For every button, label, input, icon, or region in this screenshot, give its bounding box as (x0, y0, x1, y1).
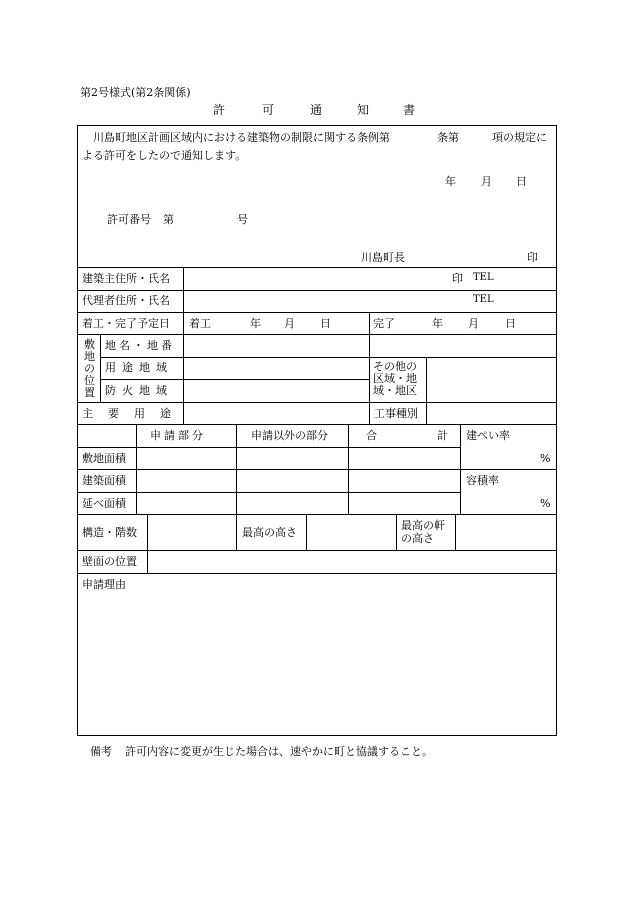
max-height-label: 最高の高さ (242, 526, 297, 539)
col-total-a: 合 (366, 429, 377, 442)
issuer-seal: 印 (527, 251, 538, 264)
finish-day: 日 (505, 317, 516, 330)
site-group-char-1: 敷 (84, 338, 95, 351)
start-day: 日 (320, 317, 331, 330)
title-char-4: 知 (357, 103, 370, 117)
permit-number-gou: 号 (237, 213, 248, 226)
eave-height-label-2: の高さ (401, 532, 434, 545)
site-group-char-3: の (84, 362, 95, 375)
title-char-5: 書 (403, 103, 416, 117)
notice-line-2: よる許可をしたので通知します。 (82, 149, 247, 162)
far-percent: % (540, 497, 551, 510)
notice-date-month: 月 (481, 175, 492, 188)
start-year: 年 (250, 317, 261, 330)
site-group-char-5: 置 (84, 386, 95, 399)
finish-label: 完了 (373, 317, 395, 330)
title-char-1: 許 (213, 103, 226, 117)
finish-year: 年 (432, 317, 443, 330)
finish-month: 月 (468, 317, 479, 330)
start-label: 着工 (189, 317, 211, 330)
floor-area-label: 延べ面積 (82, 497, 126, 510)
permit-number-label: 許可番号 (107, 213, 151, 226)
building-area-label: 建築面積 (82, 474, 126, 487)
notice-kou: 項の規定に (492, 131, 547, 144)
owner-label: 建築主住所・氏名 (82, 272, 170, 285)
far-label: 容積率 (466, 474, 499, 487)
site-group-char-4: 位 (84, 374, 95, 387)
permit-number-dai: 第 (163, 213, 174, 226)
form-number: 第2号様式(第2条関係) (80, 86, 191, 99)
eave-height-label-1: 最高の軒 (401, 519, 445, 532)
col-total-b: 計 (437, 429, 448, 442)
title-char-3: 通 (310, 103, 323, 117)
fire-zone-label: 防火地域 (105, 384, 173, 397)
remark-label: 備考 (90, 745, 112, 758)
coverage-label: 建ぺい率 (466, 429, 510, 442)
site-group-char-2: 地 (84, 350, 95, 363)
notice-line-1: 川島町地区計画区域内における建築物の制限に関する条例第 (93, 131, 390, 144)
agent-label: 代理者住所・氏名 (82, 294, 170, 307)
other-zone-label-1: その他の (373, 360, 417, 373)
notice-jou: 条第 (437, 131, 459, 144)
col-other: 申請以外の部分 (251, 429, 328, 442)
structure-label: 構造・階数 (82, 526, 137, 539)
wall-position-label: 壁面の位置 (82, 555, 137, 568)
use-zone-label: 用途地域 (105, 361, 173, 374)
reason-label: 申請理由 (82, 578, 126, 591)
start-month: 月 (284, 317, 295, 330)
coverage-percent: % (540, 452, 551, 465)
title-char-2: 可 (262, 103, 275, 117)
work-type-label: 工事種別 (374, 407, 418, 420)
other-zone-label-2: 区域・地 (373, 372, 417, 385)
main-use-label: 主要用途 (82, 407, 186, 420)
notice-date-year: 年 (445, 175, 456, 188)
other-zone-label-3: 域・地区 (373, 384, 417, 397)
lot-label: 地名・地番 (105, 339, 175, 352)
owner-seal: 印 (452, 272, 463, 285)
notice-date-day: 日 (516, 175, 527, 188)
owner-tel: TEL (473, 272, 494, 283)
schedule-label: 着工・完了予定日 (82, 317, 170, 330)
remark-text: 許可内容に変更が生じた場合は、速やかに町と協議すること。 (125, 745, 433, 758)
agent-tel: TEL (473, 294, 494, 305)
issuer-name: 川島町長 (361, 251, 405, 264)
site-area-label: 敷地面積 (82, 452, 126, 465)
col-apply: 申請部分 (150, 429, 206, 442)
